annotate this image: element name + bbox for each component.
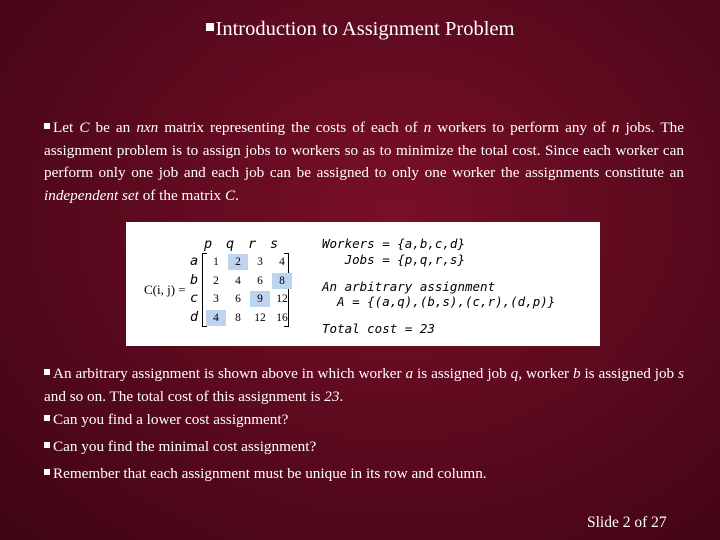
matrix-cell-assigned: 2 bbox=[228, 254, 248, 270]
matrix-cell: 3 bbox=[213, 293, 219, 305]
column-header: q bbox=[226, 236, 235, 252]
jobs-line: Jobs = {p,q,r,s} bbox=[322, 252, 465, 267]
matrix-cell: 4 bbox=[279, 256, 285, 268]
matrix-cell: 16 bbox=[276, 311, 288, 324]
bullet-unique-assignment: Remember that each assignment must be unique in its row and column. bbox=[44, 463, 487, 485]
matrix-cell: 12 bbox=[254, 311, 266, 324]
matrix-cell-assigned: 9 bbox=[250, 291, 270, 307]
bullet-square-icon bbox=[44, 415, 50, 421]
row-label: a bbox=[190, 253, 199, 269]
bullet-square-icon bbox=[44, 442, 50, 448]
bullet-square-icon bbox=[44, 123, 50, 129]
bullet-square-icon bbox=[44, 469, 50, 475]
assignment-heading: An arbitrary assignment bbox=[322, 279, 496, 294]
matrix-cell: 6 bbox=[235, 293, 241, 305]
column-header: r bbox=[248, 236, 257, 252]
matrix-cell: 1 bbox=[213, 256, 219, 268]
slide-title: Introduction to Assignment Problem bbox=[0, 18, 720, 41]
row-label: c bbox=[190, 290, 199, 306]
intro-paragraph: Let C be an nxn matrix representing the costs of each of n workers to perform any of n jobs. The assignment problem is to assign jobs to workers so as to minimize the total cost. Since each worker can perform only one job and each job can be assigned to only one worker the assignments constitute an independent set of the matrix C. bbox=[44, 119, 684, 204]
matrix-cell: 12 bbox=[276, 293, 288, 305]
assignment-set: A = {(a,q),(b,s),(c,r),(d,p)} bbox=[322, 294, 556, 309]
matrix-cell: 2 bbox=[213, 274, 219, 287]
bullet-square-icon bbox=[206, 23, 214, 31]
matrix-cell-assigned: 4 bbox=[206, 310, 226, 326]
column-header: s bbox=[270, 236, 279, 252]
matrix-cell: 4 bbox=[235, 274, 241, 287]
bullet-square-icon bbox=[44, 369, 50, 375]
assignment-figure bbox=[126, 222, 600, 346]
bullet-minimal-cost: Can you find the minimal cost assignment? bbox=[44, 436, 316, 458]
row-label: d bbox=[190, 308, 199, 325]
column-header: p bbox=[204, 236, 213, 252]
bullet-lower-cost: Can you find a lower cost assignment? bbox=[44, 409, 288, 431]
matrix-cell: 3 bbox=[257, 256, 263, 268]
matrix-cell: 6 bbox=[257, 274, 263, 287]
row-label: b bbox=[190, 271, 199, 288]
total-cost-line: Total cost = 23 bbox=[322, 321, 435, 336]
workers-line: Workers = {a,b,c,d} bbox=[322, 236, 465, 251]
explanation-paragraph: An arbitrary assignment is shown above in which worker a is assigned job q, worker b is assigned job s and so on. The total cost of this assignment is 23. bbox=[44, 365, 685, 405]
matrix-cell-assigned: 8 bbox=[272, 273, 292, 289]
slide-number: Slide 2 of 27 bbox=[587, 514, 667, 531]
matrix-label: C(i, j) = bbox=[144, 282, 186, 297]
matrix-cell: 8 bbox=[235, 311, 241, 324]
